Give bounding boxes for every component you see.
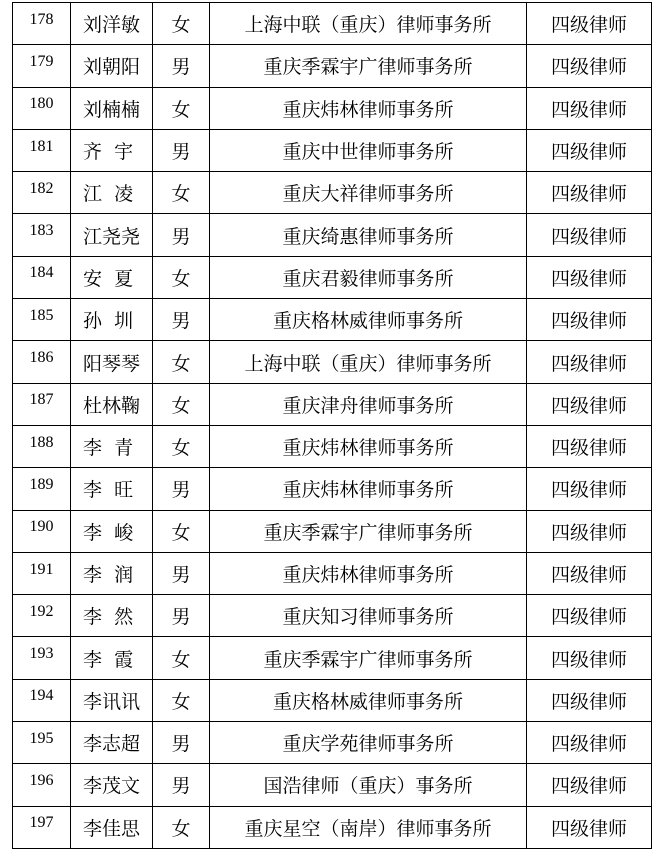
table-row: [13, 172, 652, 214]
row-number-cell: [13, 256, 71, 298]
row-number-cell: [13, 383, 71, 425]
name-cell: 李 润: [71, 552, 153, 594]
row-number: 195: [29, 729, 54, 747]
row-number: 191: [29, 560, 54, 578]
firm-cell: 重庆格林威律师事务所: [210, 299, 527, 341]
row-number: 179: [29, 52, 54, 70]
rank-cell: 四级律师: [527, 172, 652, 214]
gender-cell: 男: [153, 299, 210, 341]
rank-cell: 四级律师: [527, 722, 652, 764]
firm-cell: 重庆中世律师事务所: [210, 129, 527, 171]
row-number: 192: [29, 602, 54, 620]
name-cell: 李 峻: [71, 510, 153, 552]
rank-cell: 四级律师: [527, 468, 652, 510]
table-row: [13, 468, 652, 510]
row-number-cell: [13, 552, 71, 594]
firm-cell: 重庆津舟律师事务所: [210, 383, 527, 425]
row-number-cell: [13, 214, 71, 256]
table-row: [13, 425, 652, 467]
name-cell: 齐 宇: [71, 129, 153, 171]
row-number: 185: [29, 306, 54, 324]
rank-cell: 四级律师: [527, 510, 652, 552]
roster-body: [13, 3, 652, 849]
gender-cell: 女: [153, 341, 210, 383]
name-cell: 李 然: [71, 595, 153, 637]
row-number: 178: [29, 10, 54, 28]
firm-cell: 上海中联（重庆）律师事务所: [210, 341, 527, 383]
name-cell: 刘朝阳: [71, 45, 153, 87]
row-number: 190: [29, 518, 54, 536]
row-number-cell: [13, 637, 71, 679]
rank-cell: 四级律师: [527, 552, 652, 594]
row-number-cell: [13, 299, 71, 341]
name-cell: 杜林鞠: [71, 383, 153, 425]
row-number-cell: [13, 468, 71, 510]
table-row: [13, 722, 652, 764]
row-number: 196: [29, 771, 54, 789]
name-cell: 刘洋敏: [71, 3, 153, 45]
firm-cell: 重庆季霖宇广律师事务所: [210, 510, 527, 552]
row-number-cell: [13, 3, 71, 45]
rank-cell: 四级律师: [527, 3, 652, 45]
row-number-cell: [13, 764, 71, 806]
firm-cell: 重庆知习律师事务所: [210, 595, 527, 637]
firm-cell: 重庆炜林律师事务所: [210, 425, 527, 467]
table-row: [13, 679, 652, 721]
gender-cell: 男: [153, 595, 210, 637]
gender-cell: 女: [153, 172, 210, 214]
row-number-cell: [13, 595, 71, 637]
name-cell: 李 霞: [71, 637, 153, 679]
gender-cell: 女: [153, 425, 210, 467]
row-number-cell: [13, 679, 71, 721]
table-row: [13, 87, 652, 129]
gender-cell: 女: [153, 806, 210, 848]
name-cell: 李茂文: [71, 764, 153, 806]
row-number: 187: [29, 391, 54, 409]
firm-cell: 重庆炜林律师事务所: [210, 552, 527, 594]
rank-cell: 四级律师: [527, 679, 652, 721]
row-number: 193: [29, 645, 54, 663]
gender-cell: 女: [153, 679, 210, 721]
gender-cell: 男: [153, 722, 210, 764]
table-row: [13, 510, 652, 552]
row-number-cell: [13, 341, 71, 383]
table-row: [13, 256, 652, 298]
table-row: [13, 552, 652, 594]
table-row: [13, 383, 652, 425]
gender-cell: 男: [153, 468, 210, 510]
name-cell: 刘楠楠: [71, 87, 153, 129]
gender-cell: 男: [153, 764, 210, 806]
firm-cell: 重庆大祥律师事务所: [210, 172, 527, 214]
rank-cell: 四级律师: [527, 595, 652, 637]
lawyer-roster-table: [12, 2, 652, 849]
rank-cell: 四级律师: [527, 425, 652, 467]
table-row: [13, 341, 652, 383]
name-cell: 阳琴琴: [71, 341, 153, 383]
rank-cell: 四级律师: [527, 214, 652, 256]
firm-cell: 重庆绮惠律师事务所: [210, 214, 527, 256]
row-number: 197: [29, 814, 54, 832]
gender-cell: 男: [153, 129, 210, 171]
row-number: 183: [29, 222, 54, 240]
gender-cell: 女: [153, 256, 210, 298]
table-row: [13, 45, 652, 87]
firm-cell: 重庆季霖宇广律师事务所: [210, 45, 527, 87]
gender-cell: 男: [153, 552, 210, 594]
rank-cell: 四级律师: [527, 764, 652, 806]
table-row: [13, 299, 652, 341]
firm-cell: 重庆季霖宇广律师事务所: [210, 637, 527, 679]
firm-cell: 重庆炜林律师事务所: [210, 468, 527, 510]
gender-cell: 女: [153, 637, 210, 679]
row-number: 182: [29, 179, 54, 197]
firm-cell: 国浩律师（重庆）事务所: [210, 764, 527, 806]
row-number-cell: [13, 172, 71, 214]
rank-cell: 四级律师: [527, 129, 652, 171]
gender-cell: 男: [153, 45, 210, 87]
row-number-cell: [13, 425, 71, 467]
gender-cell: 女: [153, 3, 210, 45]
gender-cell: 女: [153, 510, 210, 552]
row-number: 189: [29, 475, 54, 493]
name-cell: 孙 圳: [71, 299, 153, 341]
name-cell: 江 凌: [71, 172, 153, 214]
rank-cell: 四级律师: [527, 45, 652, 87]
table-row: [13, 3, 652, 45]
name-cell: 李 青: [71, 425, 153, 467]
name-cell: 江尧尧: [71, 214, 153, 256]
row-number-cell: [13, 722, 71, 764]
table-row: [13, 806, 652, 848]
row-number: 180: [29, 95, 54, 113]
row-number-cell: [13, 129, 71, 171]
rank-cell: 四级律师: [527, 341, 652, 383]
row-number: 186: [29, 349, 54, 367]
rank-cell: 四级律师: [527, 637, 652, 679]
firm-cell: 重庆炜林律师事务所: [210, 87, 527, 129]
row-number-cell: [13, 806, 71, 848]
name-cell: 李佳思: [71, 806, 153, 848]
table-row: [13, 764, 652, 806]
gender-cell: 女: [153, 383, 210, 425]
row-number: 184: [29, 264, 54, 282]
gender-cell: 男: [153, 214, 210, 256]
table-row: [13, 129, 652, 171]
name-cell: 李讯讯: [71, 679, 153, 721]
rank-cell: 四级律师: [527, 383, 652, 425]
table-row: [13, 637, 652, 679]
gender-cell: 女: [153, 87, 210, 129]
rank-cell: 四级律师: [527, 806, 652, 848]
rank-cell: 四级律师: [527, 299, 652, 341]
table-row: [13, 214, 652, 256]
rank-cell: 四级律师: [527, 256, 652, 298]
row-number: 181: [29, 137, 54, 155]
firm-cell: 重庆君毅律师事务所: [210, 256, 527, 298]
firm-cell: 重庆星空（南岸）律师事务所: [210, 806, 527, 848]
firm-cell: 上海中联（重庆）律师事务所: [210, 3, 527, 45]
rank-cell: 四级律师: [527, 87, 652, 129]
firm-cell: 重庆学苑律师事务所: [210, 722, 527, 764]
row-number-cell: [13, 510, 71, 552]
table-row: [13, 595, 652, 637]
row-number: 194: [29, 687, 54, 705]
name-cell: 李志超: [71, 722, 153, 764]
name-cell: 李 旺: [71, 468, 153, 510]
row-number-cell: [13, 87, 71, 129]
row-number-cell: [13, 45, 71, 87]
row-number: 188: [29, 433, 54, 451]
firm-cell: 重庆格林威律师事务所: [210, 679, 527, 721]
name-cell: 安 夏: [71, 256, 153, 298]
